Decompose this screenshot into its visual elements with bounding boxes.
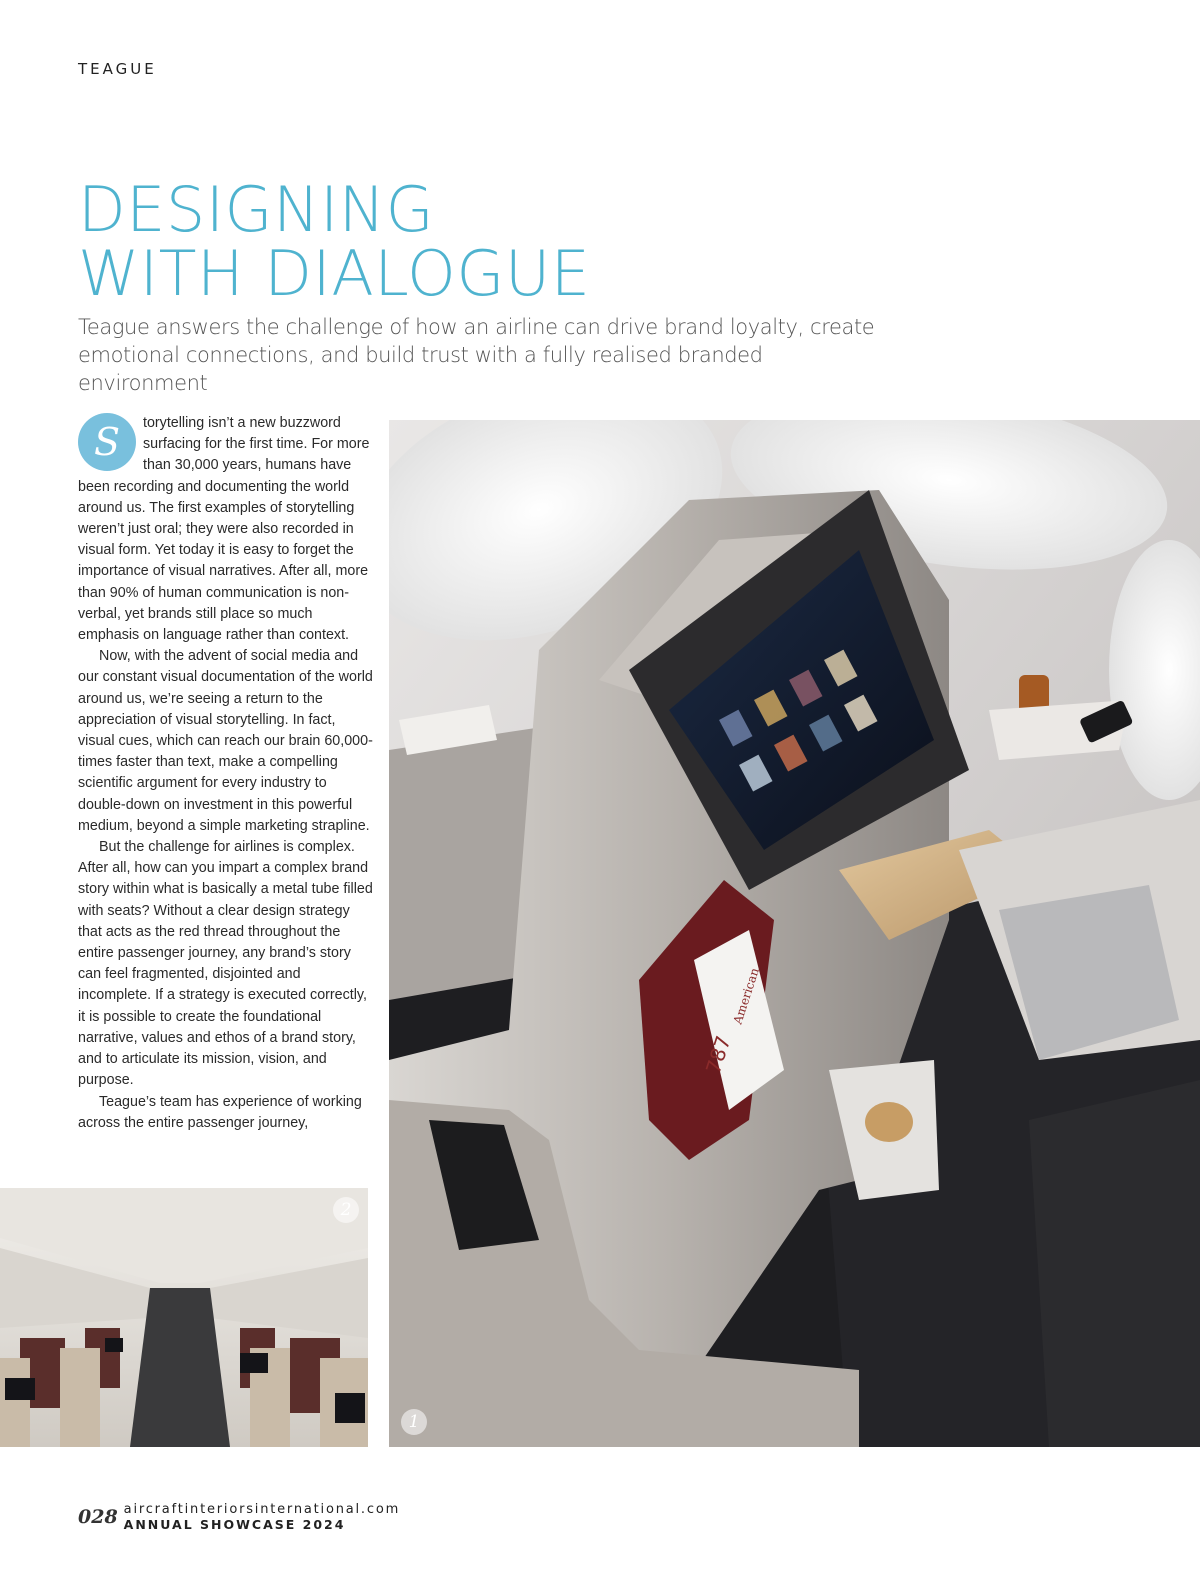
page-number: 028	[78, 1506, 118, 1528]
paragraph-1	[78, 413, 374, 646]
photo-number-1: 1	[401, 1409, 427, 1435]
footer-site: aircraftinteriorsinternational.com	[123, 1502, 401, 1517]
standfirst: Teague answers the challenge of how an airline can drive brand loyalty, create emotional connections, and build trust with a fully realised branded environment	[78, 315, 875, 395]
nut-bowl	[865, 1102, 913, 1142]
footer-issue: ANNUAL SHOWCASE 2024	[123, 1517, 346, 1532]
photo-number-2: 2	[333, 1197, 359, 1223]
page-footer	[78, 1502, 400, 1532]
suite-photo	[389, 420, 1200, 1447]
body-column	[78, 413, 374, 1134]
paragraph-3: But the challenge for airlines is complex. After all, how can you impart a complex brand story within what is basically a metal tube filled with seats? Without a clear design strategy that acts as the red thread throughout the entire passenger journey, any brand’s story can feel fragmented, disjointed and incomplete. If a strategy is executed correctly, it is possible to create the foundational narrative, values and ethos of a brand story, and to articulate its mission, vision, and purpose.	[78, 839, 373, 1089]
title-line-1: DESIGNING	[78, 173, 435, 246]
card-model: 787	[700, 1032, 736, 1077]
paragraph-1-text: torytelling isn’t a new buzzword surfacing for the first time. For more than 30,000 years, humans have been recording and documenting the world around us. The first examples of storytelling weren’t just oral; they were also recorded in visual form. Yet today it is easy to forget the importance of visual narratives. After all, more than 90% of human communication is non-verbal, yet brands still place so much emphasis on language rather than context.	[78, 415, 370, 644]
article-title	[78, 173, 978, 310]
section-label: TEAGUE	[78, 60, 157, 78]
card-brand: American	[730, 966, 762, 1026]
paragraph-2: Now, with the advent of social media and our constant visual documentation of the world around us, we’re seeing a return to the appreciation of visual storytelling. In fact, visual cues, which can reach our brain 60,000-times faster than text, make a compelling scientific argument for every industry to double-down on investment in this powerful medium, beyond a simple marketing strapline.	[78, 648, 373, 834]
cabin-photo-illustration	[0, 1188, 368, 1447]
footer-text	[124, 1502, 400, 1532]
suite-photo-illustration	[389, 420, 1200, 1447]
drop-cap: S	[78, 413, 136, 471]
title-line-2: WITH DIALOGUE	[78, 237, 591, 310]
cabin-photo	[0, 1188, 368, 1447]
paragraph-4: Teague’s team has experience of working across the entire passenger journey,	[78, 1093, 362, 1131]
